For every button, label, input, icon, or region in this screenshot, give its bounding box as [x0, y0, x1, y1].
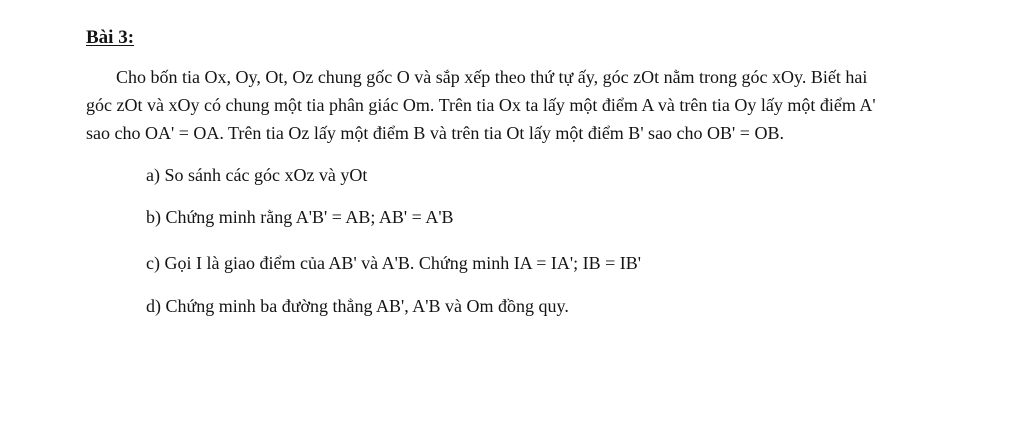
question-d: d) Chứng minh ba đường thẳng AB', A'B và Om đồng quy. [146, 296, 569, 316]
question-b: b) Chứng minh rằng A'B' = AB; AB' = A'B [146, 207, 454, 227]
cropped-previous-line [180, 0, 600, 2]
question-a: a) So sánh các góc xOz và yOt [146, 165, 368, 185]
problem-line-2: góc zOt và xOy có chung một tia phân giác Om. Trên tia Ox ta lấy một điểm A và trên tia Oy lấy một điểm A' [86, 95, 876, 115]
exercise-title: Bài 3: [86, 27, 135, 48]
problem-line-3: sao cho OA' = OA. Trên tia Oz lấy một điểm B và trên tia Ot lấy một điểm B' sao cho OB' = OB. [86, 123, 784, 143]
problem-line-1: Cho bốn tia Ox, Oy, Ot, Oz chung gốc O và sắp xếp theo thứ tự ấy, góc zOt nằm trong góc xOy. Biết hai [116, 67, 868, 87]
question-c: c) Gọi I là giao điểm của AB' và A'B. Chứng minh IA = IA'; IB = IB' [146, 253, 641, 273]
